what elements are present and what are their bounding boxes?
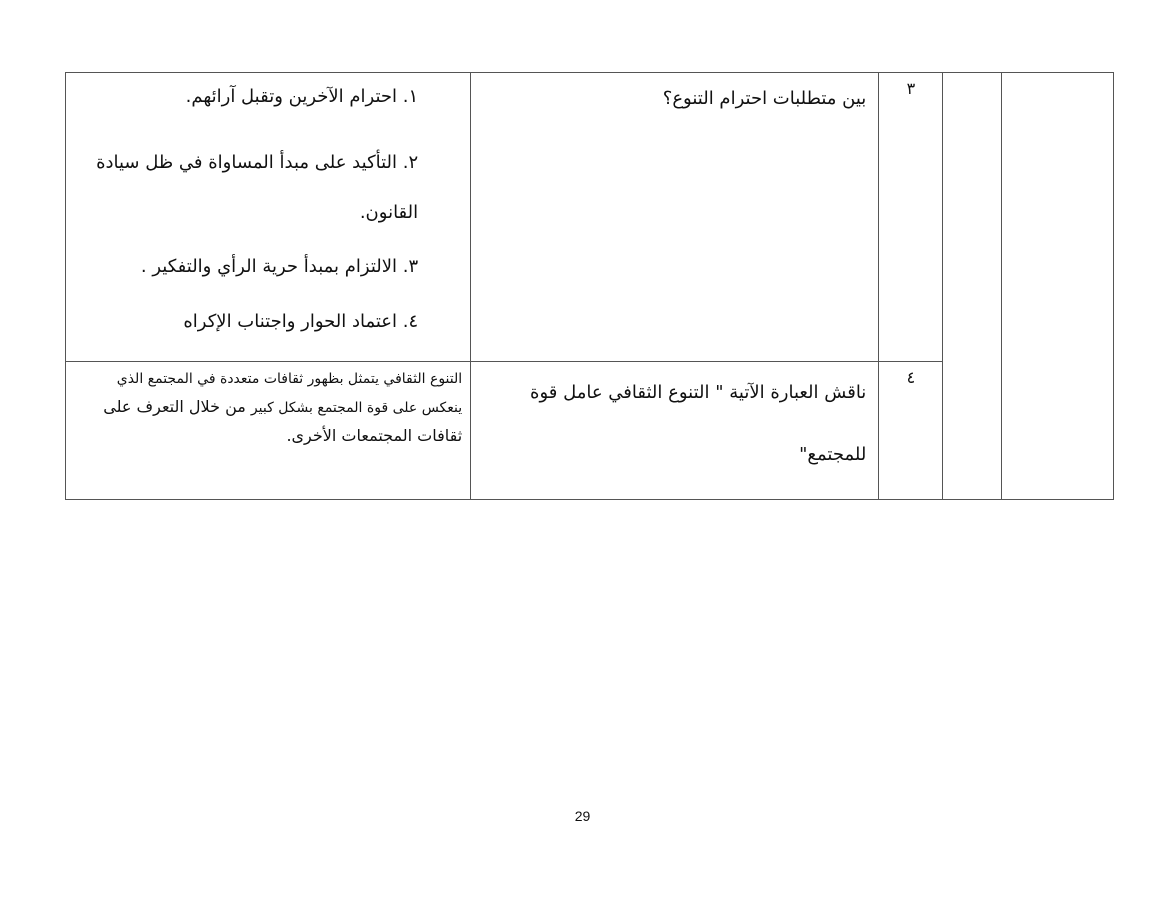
empty-cell: [943, 73, 1001, 500]
answer-cell: [66, 73, 471, 362]
question-number: ٤: [906, 368, 916, 387]
answer-list: [66, 73, 470, 336]
question-number-cell: [879, 362, 943, 500]
answer-text-part: التنوع الثقافي يتمثل بظهور ثقافات متعددة في المجتمع الذي ينعكس على قوة المجتمع بشكل كبير: [116, 371, 463, 416]
question-number-cell: [879, 73, 943, 362]
question-cell: [471, 362, 879, 500]
answer-text-part: من خلال التعرف على ثقافات المجتمعات الأخرى.: [103, 397, 463, 445]
table-row: [66, 73, 1114, 362]
question-number: ٣: [906, 79, 916, 98]
empty-cell: [1001, 73, 1113, 500]
answer-item: ٣. الالتزام بمبدأ حرية الرأي والتفكير .: [140, 256, 419, 277]
questions-table: [65, 72, 1114, 500]
question-text: بين متطلبات احترام التنوع؟: [662, 88, 867, 109]
answer-cell: [66, 362, 471, 500]
answer-item: ٢. التأكيد على مبدأ المساواة في ظل سيادة القانون.: [96, 152, 419, 223]
question-text: ناقش العبارة الآتية " التنوع الثقافي عامل قوة للمجتمع": [530, 382, 867, 465]
page-number: 29: [574, 808, 591, 824]
question-cell: [471, 73, 879, 362]
answer-text: [66, 362, 470, 450]
answer-item: ٤. اعتماد الحوار واجتناب الإكراه: [183, 311, 419, 332]
answer-item: ١. احترام الآخرين وتقبل آرائهم.: [185, 86, 419, 107]
